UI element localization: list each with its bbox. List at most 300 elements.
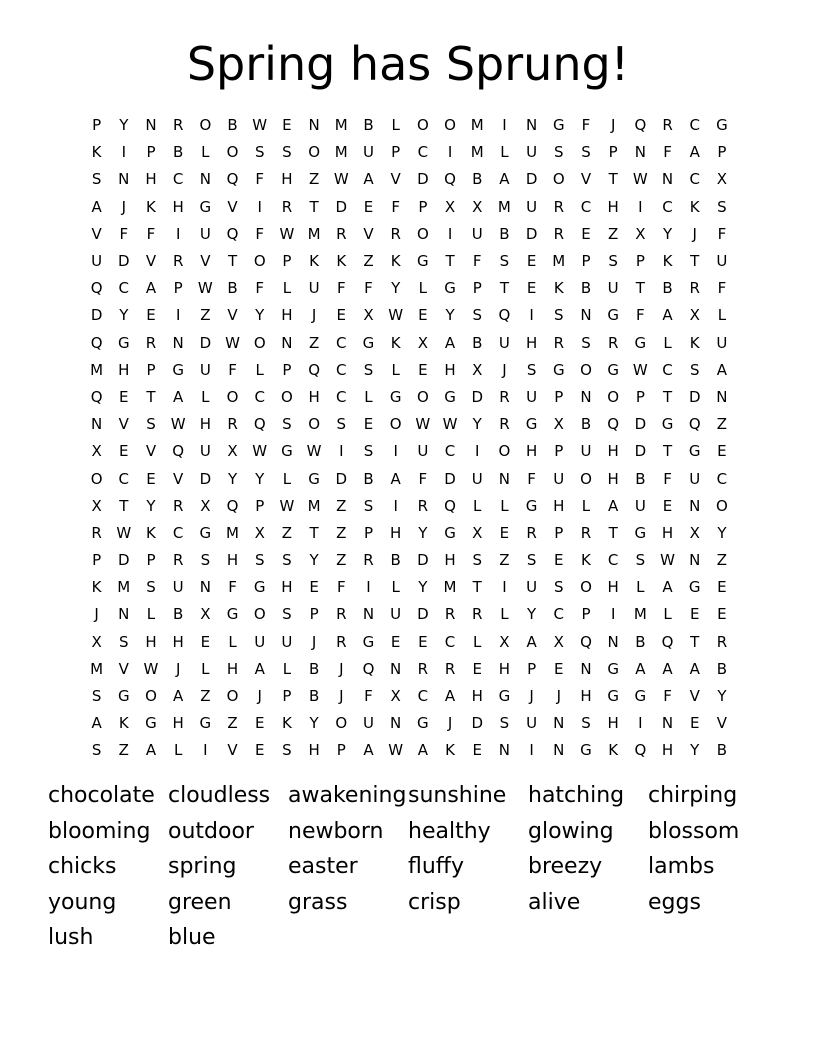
grid-letter: A (145, 279, 157, 298)
grid-letter: N (90, 415, 103, 434)
grid-letter: E (717, 578, 727, 597)
grid-letter: S (282, 551, 292, 570)
grid-letter: L (282, 659, 292, 678)
grid-letter: P (146, 551, 156, 570)
grid-letter: A (390, 469, 401, 488)
word-bank-item: eggs (648, 889, 701, 915)
grid-letter: N (580, 306, 592, 325)
grid-letter: A (716, 360, 728, 379)
grid-letter: H (199, 415, 211, 434)
grid-letter: F (336, 279, 346, 298)
grid-letter: A (91, 714, 102, 733)
grid-letter: X (499, 632, 510, 651)
grid-letter: W (632, 170, 648, 189)
grid-letter: F (391, 197, 400, 216)
grid-letter: Y (527, 605, 537, 624)
grid-letter: B (635, 632, 646, 651)
page-title: Spring has Sprung! (186, 37, 630, 91)
grid-letter: B (635, 469, 646, 488)
grid-letter: W (197, 279, 213, 298)
grid-letter: B (308, 659, 320, 678)
grid-letter: N (553, 741, 565, 760)
grid-letter: A (689, 659, 700, 678)
grid-letter: K (146, 197, 156, 216)
grid-letter: R (227, 415, 238, 434)
grid-letter: H (444, 360, 456, 379)
grid-letter: X (472, 197, 483, 216)
word-bank-item: hatching (528, 783, 625, 808)
word-bank-item: newborn (288, 818, 384, 844)
grid-letter: P (635, 387, 645, 406)
grid-letter: J (121, 197, 126, 216)
grid-letter: T (608, 170, 618, 189)
grid-letter: V (580, 170, 592, 189)
grid-letter: Y (255, 306, 265, 325)
grid-letter: E (336, 306, 347, 325)
grid-letter: L (228, 632, 237, 651)
grid-letter: O (552, 170, 565, 189)
grid-letter: K (662, 252, 673, 271)
grid-letter: A (444, 333, 456, 352)
grid-letter: Z (118, 741, 129, 760)
grid-letter: G (661, 415, 674, 434)
grid-letter: R (716, 632, 728, 651)
grid-letter: O (226, 143, 239, 162)
grid-letter: W (660, 551, 675, 570)
grid-letter: N (308, 116, 320, 135)
grid-letter: G (607, 687, 619, 706)
grid-letter: N (498, 469, 511, 488)
grid-letter: P (472, 279, 482, 298)
word-bank-item: grass (288, 889, 348, 915)
grid-letter: G (634, 687, 647, 706)
grid-letter: B (716, 659, 728, 678)
grid-letter: O (416, 116, 429, 135)
grid-letter: E (499, 523, 510, 542)
grid-letter: A (173, 387, 184, 406)
grid-letter: U (634, 496, 646, 515)
grid-letter: L (173, 741, 183, 760)
grid-letter: H (226, 551, 239, 570)
grid-letter: G (417, 252, 429, 271)
grid-letter: S (689, 360, 700, 379)
grid-letter: H (308, 387, 320, 406)
grid-letter: L (201, 143, 210, 162)
grid-letter: M (117, 578, 131, 597)
grid-letter: L (391, 360, 400, 379)
grid-letter: O (253, 252, 266, 271)
word-bank-item: blue (168, 925, 216, 950)
grid-letter: G (634, 523, 647, 542)
grid-letter: F (663, 687, 672, 706)
grid-letter: A (608, 496, 619, 515)
grid-letter: V (227, 197, 238, 216)
grid-letter: N (553, 714, 565, 733)
grid-letter: B (308, 687, 320, 706)
grid-letter: H (580, 687, 592, 706)
grid-letter: I (175, 224, 181, 243)
grid-letter: Q (634, 741, 647, 760)
grid-letter: D (471, 387, 483, 406)
grid-letter: O (281, 387, 293, 406)
grid-letter: E (119, 387, 129, 406)
grid-letter: P (608, 143, 618, 162)
grid-letter: D (335, 469, 348, 488)
grid-letter: F (717, 224, 727, 243)
grid-letter: K (689, 197, 700, 216)
grid-letter: K (281, 714, 292, 733)
grid-letter: A (363, 170, 374, 189)
grid-letter: O (498, 442, 511, 461)
grid-letter: Y (445, 306, 455, 325)
grid-letter: L (201, 387, 210, 406)
grid-letter: P (92, 116, 102, 135)
grid-letter: C (254, 387, 265, 406)
grid-letter: W (279, 496, 295, 515)
grid-letter: K (146, 523, 156, 542)
grid-letter: H (525, 442, 538, 461)
grid-letter: M (552, 252, 566, 271)
grid-letter: O (607, 387, 620, 406)
grid-letter: E (662, 496, 673, 515)
grid-letter: L (663, 605, 672, 624)
grid-letter: F (527, 469, 536, 488)
grid-letter: N (118, 605, 130, 624)
grid-letter: P (92, 551, 102, 570)
grid-letter: I (175, 306, 181, 325)
grid-letter: I (366, 578, 371, 597)
grid-letter: R (172, 116, 184, 135)
grid-letter: R (580, 523, 592, 542)
grid-letter: K (390, 252, 401, 271)
grid-letter: A (499, 170, 510, 189)
word-bank-item: glowing (528, 818, 614, 844)
grid-letter: T (690, 252, 700, 271)
grid-letter: O (199, 116, 212, 135)
grid-letter: O (335, 714, 348, 733)
grid-letter: B (390, 551, 401, 570)
grid-letter: K (91, 578, 102, 597)
grid-letter: M (307, 496, 321, 515)
grid-letter: U (526, 387, 538, 406)
grid-letter: S (717, 197, 727, 216)
grid-letter: X (390, 687, 401, 706)
grid-letter: J (502, 360, 507, 379)
grid-letter: P (363, 523, 373, 542)
grid-letter: P (717, 143, 727, 162)
grid-letter: L (418, 279, 428, 298)
grid-letter: Y (255, 469, 265, 488)
grid-letter: C (580, 197, 592, 216)
grid-letter: J (610, 116, 616, 135)
grid-letter: K (91, 143, 102, 162)
grid-letter: G (525, 496, 538, 515)
grid-letter: D (417, 551, 429, 570)
grid-letter: S (336, 415, 347, 434)
grid-letter: S (91, 687, 102, 706)
grid-letter: T (227, 252, 238, 271)
grid-letter: V (118, 415, 129, 434)
grid-letter: Q (688, 415, 701, 434)
grid-letter: N (661, 170, 674, 189)
grid-letter: Z (200, 687, 211, 706)
grid-letter: I (447, 224, 453, 243)
grid-letter: O (90, 469, 103, 488)
grid-letter: D (199, 333, 212, 352)
grid-letter: I (502, 116, 507, 135)
grid-letter: I (121, 143, 126, 162)
grid-letter: E (418, 306, 428, 325)
grid-letter: L (364, 387, 373, 406)
grid-letter: X (254, 523, 265, 542)
grid-letter: X (553, 632, 564, 651)
grid-letter: R (662, 116, 673, 135)
grid-letter: D (417, 605, 429, 624)
grid-letter: Q (580, 632, 592, 651)
grid-letter: N (607, 632, 619, 651)
grid-letter: P (282, 252, 292, 271)
grid-letter: U (498, 333, 510, 352)
grid-letter: P (581, 252, 591, 271)
grid-letter: F (364, 687, 373, 706)
grid-letter: S (363, 496, 374, 515)
grid-letter: W (116, 523, 132, 542)
grid-letter: G (552, 360, 565, 379)
word-bank-item: fluffy (408, 854, 464, 879)
grid-letter: R (553, 333, 564, 352)
grid-letter: Q (362, 659, 375, 678)
word-bank (48, 778, 788, 956)
grid-letter: H (607, 714, 619, 733)
grid-letter: L (391, 578, 400, 597)
grid-letter: U (362, 143, 374, 162)
grid-letter: E (689, 714, 700, 733)
grid-letter: B (716, 741, 728, 760)
grid-letter: X (444, 197, 456, 216)
grid-letter: B (173, 143, 184, 162)
grid-letter: Z (281, 523, 293, 542)
grid-letter: Y (418, 578, 428, 597)
grid-letter: Q (226, 170, 239, 189)
grid-letter: E (146, 469, 156, 488)
grid-letter: A (635, 659, 646, 678)
grid-letter: K (608, 741, 619, 760)
grid-letter: H (390, 523, 402, 542)
grid-letter: G (498, 687, 511, 706)
grid-letter: M (470, 143, 484, 162)
grid-letter: Q (253, 415, 266, 434)
letter-grid (83, 112, 741, 765)
grid-letter: I (203, 741, 208, 760)
grid-letter: P (554, 442, 564, 461)
grid-letter: H (661, 741, 674, 760)
grid-letter: K (553, 279, 564, 298)
grid-letter: B (472, 170, 483, 189)
grid-letter: E (309, 578, 319, 597)
grid-letter: L (636, 578, 645, 597)
grid-letter: F (228, 360, 237, 379)
grid-letter: F (663, 143, 672, 162)
grid-letter: J (175, 659, 181, 678)
grid-letter: R (172, 551, 184, 570)
grid-letter: X (472, 523, 483, 542)
grid-letter: A (91, 197, 102, 216)
grid-letter: Y (227, 469, 238, 488)
grid-letter: J (257, 687, 262, 706)
grid-letter: G (362, 632, 375, 651)
grid-letter: J (447, 714, 453, 733)
grid-letter: T (445, 252, 455, 271)
grid-letter: G (199, 523, 212, 542)
grid-letter: A (526, 632, 537, 651)
grid-letter: F (717, 279, 727, 298)
grid-letter: G (226, 605, 239, 624)
grid-letter: C (118, 279, 130, 298)
grid-letter: C (444, 632, 456, 651)
grid-letter: H (281, 306, 293, 325)
grid-letter: H (281, 578, 293, 597)
grid-letter: D (525, 224, 538, 243)
grid-letter: L (146, 605, 156, 624)
grid-letter: G (580, 741, 592, 760)
grid-letter: C (417, 143, 429, 162)
grid-letter: G (552, 116, 565, 135)
grid-letter: U (172, 578, 184, 597)
grid-letter: Y (717, 687, 727, 706)
grid-letter: P (282, 687, 292, 706)
grid-letter: F (255, 224, 265, 243)
grid-letter: M (307, 224, 321, 243)
grid-letter: Z (336, 551, 347, 570)
grid-letter: Z (716, 551, 728, 570)
grid-letter: V (227, 741, 238, 760)
grid-letter: H (607, 578, 619, 597)
grid-letter: K (336, 252, 347, 271)
grid-letter: Y (391, 279, 401, 298)
grid-letter: O (580, 578, 592, 597)
grid-letter: G (362, 333, 375, 352)
grid-letter: D (118, 551, 130, 570)
grid-letter: C (118, 469, 130, 488)
word-bank-item: cloudless (168, 783, 271, 808)
grid-letter: A (417, 741, 428, 760)
grid-letter: U (417, 442, 429, 461)
grid-letter: U (580, 442, 592, 461)
grid-letter: I (393, 496, 398, 515)
grid-letter: U (362, 714, 374, 733)
grid-letter: Q (661, 632, 674, 651)
grid-letter: J (339, 687, 344, 706)
grid-letter: S (472, 551, 482, 570)
grid-letter: E (363, 415, 374, 434)
grid-letter: S (200, 551, 211, 570)
grid-letter: H (172, 197, 184, 216)
grid-letter: S (119, 632, 129, 651)
grid-letter: J (311, 306, 317, 325)
grid-letter: L (500, 605, 509, 624)
grid-letter: D (199, 469, 212, 488)
grid-letter: D (118, 252, 130, 271)
grid-letter: B (580, 415, 592, 434)
grid-letter: X (227, 442, 238, 461)
word-bank-item: chirping (648, 783, 738, 808)
grid-letter: C (336, 333, 347, 352)
grid-letter: R (145, 333, 157, 352)
grid-letter: D (335, 197, 348, 216)
grid-letter: U (526, 714, 538, 733)
grid-letter: O (226, 687, 239, 706)
grid-letter: O (580, 469, 592, 488)
grid-letter: K (309, 252, 320, 271)
word-bank-item: blooming (48, 818, 151, 844)
grid-letter: Y (119, 306, 129, 325)
grid-letter: O (444, 116, 456, 135)
grid-letter: O (580, 360, 592, 379)
grid-letter: S (282, 605, 292, 624)
grid-letter: Z (336, 496, 347, 515)
grid-letter: X (363, 306, 374, 325)
grid-letter: S (526, 551, 537, 570)
grid-letter: M (226, 523, 239, 542)
grid-letter: A (173, 687, 184, 706)
grid-letter: S (554, 143, 564, 162)
grid-letter: E (581, 224, 591, 243)
grid-letter: C (172, 523, 184, 542)
grid-letter: Y (690, 741, 700, 760)
grid-letter: A (363, 741, 374, 760)
grid-letter: M (470, 116, 484, 135)
grid-letter: E (254, 714, 265, 733)
grid-letter: Y (472, 415, 482, 434)
grid-letter: I (638, 714, 643, 733)
grid-letter: W (252, 116, 268, 135)
grid-letter: Z (200, 306, 211, 325)
grid-letter: K (581, 551, 591, 570)
grid-letter: O (253, 333, 266, 352)
grid-letter: E (146, 306, 156, 325)
grid-letter: W (388, 741, 404, 760)
grid-letter: N (661, 714, 674, 733)
grid-letter: P (391, 143, 401, 162)
word-bank-item: breezy (528, 854, 603, 879)
grid-letter: P (581, 605, 591, 624)
grid-letter: D (90, 306, 103, 325)
grid-letter: U (526, 197, 538, 216)
grid-letter: U (199, 442, 211, 461)
grid-letter: N (634, 143, 646, 162)
grid-letter: A (662, 659, 673, 678)
grid-letter: N (580, 659, 592, 678)
word-bank-item: sunshine (408, 783, 507, 808)
grid-letter: M (334, 116, 348, 135)
grid-letter: Y (309, 714, 319, 733)
grid-letter: V (390, 170, 401, 189)
grid-letter: N (689, 496, 701, 515)
grid-letter: M (497, 197, 511, 216)
grid-letter: D (634, 442, 647, 461)
grid-letter: R (526, 523, 537, 542)
grid-letter: R (689, 279, 700, 298)
grid-letter: Z (363, 252, 374, 271)
grid-letter: Z (716, 415, 728, 434)
grid-letter: A (662, 306, 673, 325)
grid-letter: E (282, 116, 292, 135)
grid-letter: O (716, 496, 728, 515)
grid-letter: G (688, 442, 701, 461)
grid-letter: A (145, 741, 157, 760)
grid-letter: I (529, 741, 534, 760)
grid-letter: D (444, 469, 456, 488)
